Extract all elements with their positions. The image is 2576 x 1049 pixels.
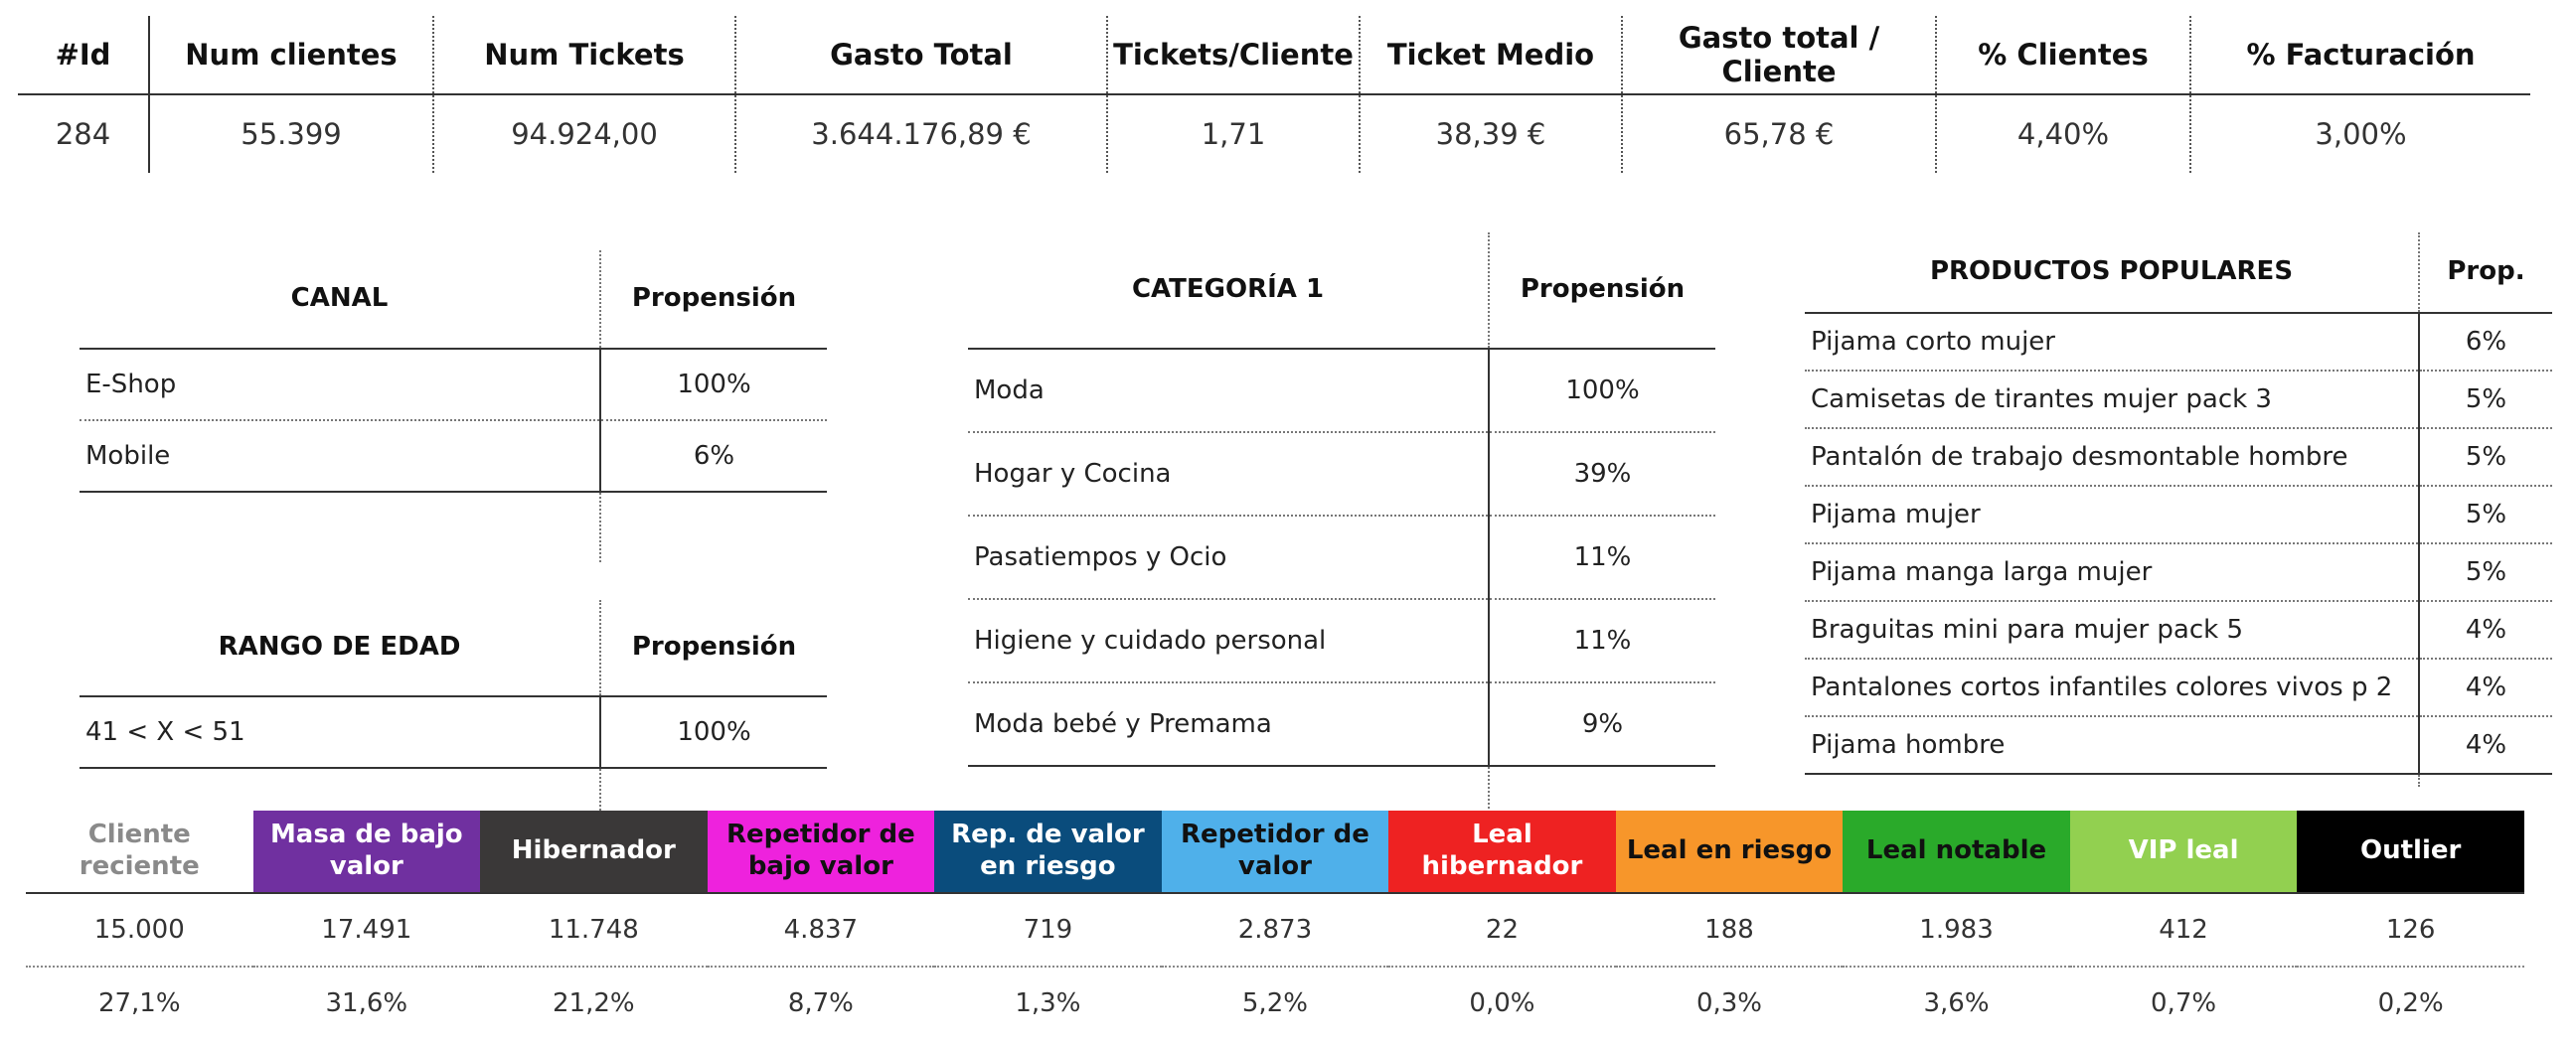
summary-header-row: [18, 16, 2530, 94]
segment-label: Leal en riesgo: [1616, 811, 1844, 893]
canal-table: [80, 250, 827, 562]
summary-header: Num clientes: [149, 16, 433, 94]
summary-value: 4,40%: [1936, 94, 2190, 173]
productos-value: 5%: [2419, 543, 2552, 601]
productos-header: PRODUCTOS POPULARES: [1805, 232, 2419, 313]
segment-label: VIP leal: [2070, 811, 2298, 893]
segment-pct: 0,3%: [1695, 988, 1763, 1018]
segment-count: 22: [1388, 893, 1616, 967]
categoria-row: [968, 432, 1715, 516]
segment-label: Repetidor de bajo valor: [708, 811, 935, 893]
summary-value-row: [18, 94, 2530, 173]
segment-count: 2.873: [1162, 893, 1389, 967]
productos-value: 4%: [2419, 716, 2552, 774]
summary-value: 65,78 €: [1622, 94, 1936, 173]
productos-value: 5%: [2419, 486, 2552, 543]
productos-row: [1805, 659, 2552, 716]
segment-count: 412: [2070, 893, 2298, 967]
summary-header: % Facturación: [2190, 16, 2530, 94]
categoria-name: Moda: [968, 349, 1489, 432]
categoria-value: 39%: [1489, 432, 1715, 516]
productos-name: Braguitas mini para mujer pack 5: [1805, 601, 2419, 659]
productos-name: Pantalón de trabajo desmontable hombre: [1805, 428, 2419, 486]
segment-pct: 31,6%: [325, 988, 408, 1018]
productos-name: Pijama hombre: [1805, 716, 2419, 774]
segment-count: 15.000: [26, 893, 253, 967]
segment-label: Masa de bajo valor: [253, 811, 481, 893]
segment-pct: 5,2%: [1241, 988, 1308, 1018]
productos-row: [1805, 371, 2552, 428]
categoria-name: Higiene y cuidado personal: [968, 599, 1489, 682]
edad-value: 100%: [600, 696, 827, 768]
productos-row: [1805, 716, 2552, 774]
productos-name: Pijama manga larga mujer: [1805, 543, 2419, 601]
summary-header: Ticket Medio: [1360, 16, 1622, 94]
categoria-prop-header: Propensión: [1489, 232, 1715, 349]
summary-table: [18, 16, 2530, 173]
edad-row: [80, 696, 827, 768]
edad-prop-header: Propensión: [600, 600, 827, 696]
productos-row: [1805, 543, 2552, 601]
segment-label: Outlier: [2297, 811, 2524, 893]
categoria-name: Pasatiempos y Ocio: [968, 516, 1489, 599]
summary-value: 1,71: [1107, 94, 1360, 173]
segment-count: 1.983: [1843, 893, 2070, 967]
categoria-header-row: [968, 232, 1715, 349]
canal-header-row: [80, 250, 827, 349]
segment-label: Rep. de valor en riesgo: [934, 811, 1162, 893]
productos-value: 4%: [2419, 659, 2552, 716]
summary-value: 3.644.176,89 €: [735, 94, 1107, 173]
productos-row: [1805, 313, 2552, 371]
summary-header: Gasto Total: [735, 16, 1107, 94]
canal-name: Mobile: [80, 420, 600, 492]
productos-row: [1805, 486, 2552, 543]
productos-value: 4%: [2419, 601, 2552, 659]
segment-pct: 1,3%: [1015, 988, 1081, 1018]
summary-value: 38,39 €: [1360, 94, 1622, 173]
productos-value: 5%: [2419, 428, 2552, 486]
segment-pct: 0,0%: [1469, 988, 1535, 1018]
categoria-value: 11%: [1489, 516, 1715, 599]
segment-count: 11.748: [480, 893, 708, 967]
canal-value: 6%: [600, 420, 827, 492]
segment-label: Leal notable: [1843, 811, 2070, 893]
segments-header-row: [26, 811, 2524, 893]
categoria-header: CATEGORÍA 1: [968, 232, 1489, 349]
productos-value: 6%: [2419, 313, 2552, 371]
edad-header-row: [80, 600, 827, 696]
segment-pct: 0,2%: [2377, 988, 2444, 1018]
categoria-row: [968, 349, 1715, 432]
productos-value: 5%: [2419, 371, 2552, 428]
segment-label: Leal hibernador: [1388, 811, 1616, 893]
summary-header: Gasto total / Cliente: [1622, 16, 1936, 94]
productos-header-row: [1805, 232, 2552, 313]
canal-row: [80, 349, 827, 420]
categoria-value: 100%: [1489, 349, 1715, 432]
edad-header: RANGO DE EDAD: [80, 600, 600, 696]
summary-value: 55.399: [241, 117, 342, 151]
productos-name: Camisetas de tirantes mujer pack 3: [1805, 371, 2419, 428]
summary-value: 284: [18, 94, 149, 173]
canal-row: [80, 420, 827, 492]
segment-pct: 3,6%: [1923, 988, 1990, 1018]
edad-table: [80, 600, 827, 838]
segment-label: Repetidor de valor: [1162, 811, 1389, 893]
productos-row: [1805, 601, 2552, 659]
summary-header: Num Tickets: [433, 16, 735, 94]
segments-table: [26, 811, 2524, 1039]
categoria-name: Moda bebé y Premama: [968, 682, 1489, 766]
segments-pct-row: [26, 967, 2524, 1039]
segment-count: 188: [1616, 893, 1844, 967]
summary-header: #Id: [18, 16, 149, 94]
segment-pct: 27,1%: [97, 988, 181, 1018]
segment-count: 719: [934, 893, 1162, 967]
categoria-table: [968, 232, 1715, 848]
segment-pct: 0,7%: [2151, 988, 2217, 1018]
canal-header: CANAL: [80, 250, 600, 349]
categoria-value: 9%: [1489, 682, 1715, 766]
productos-table: [1805, 232, 2552, 787]
categoria-row: [968, 682, 1715, 766]
categoria-row: [968, 516, 1715, 599]
edad-name: 41 < X < 51: [80, 696, 600, 768]
segment-pct: 21,2%: [553, 988, 635, 1018]
segments-count-row: [26, 893, 2524, 967]
segment-count: 17.491: [253, 893, 481, 967]
summary-header: Tickets/Cliente: [1107, 16, 1360, 94]
segment-count: 126: [2297, 893, 2524, 967]
segment-label: Cliente reciente: [26, 811, 253, 893]
categoria-name: Hogar y Cocina: [968, 432, 1489, 516]
summary-header: % Clientes: [1936, 16, 2190, 94]
segment-count: 4.837: [708, 893, 935, 967]
segment-label: Hibernador: [480, 811, 708, 893]
productos-name: Pantalones cortos infantiles colores vivos p 2: [1805, 659, 2419, 716]
productos-prop-header: Prop.: [2419, 232, 2552, 313]
summary-value: 3,00%: [2190, 94, 2530, 173]
segment-pct: 8,7%: [787, 988, 854, 1018]
productos-name: Pijama corto mujer: [1805, 313, 2419, 371]
productos-name: Pijama mujer: [1805, 486, 2419, 543]
summary-value: 94.924,00: [433, 94, 735, 173]
categoria-value: 11%: [1489, 599, 1715, 682]
categoria-row: [968, 599, 1715, 682]
canal-value: 100%: [600, 349, 827, 420]
productos-row: [1805, 428, 2552, 486]
canal-name: E-Shop: [80, 349, 600, 420]
canal-prop-header: Propensión: [600, 250, 827, 349]
